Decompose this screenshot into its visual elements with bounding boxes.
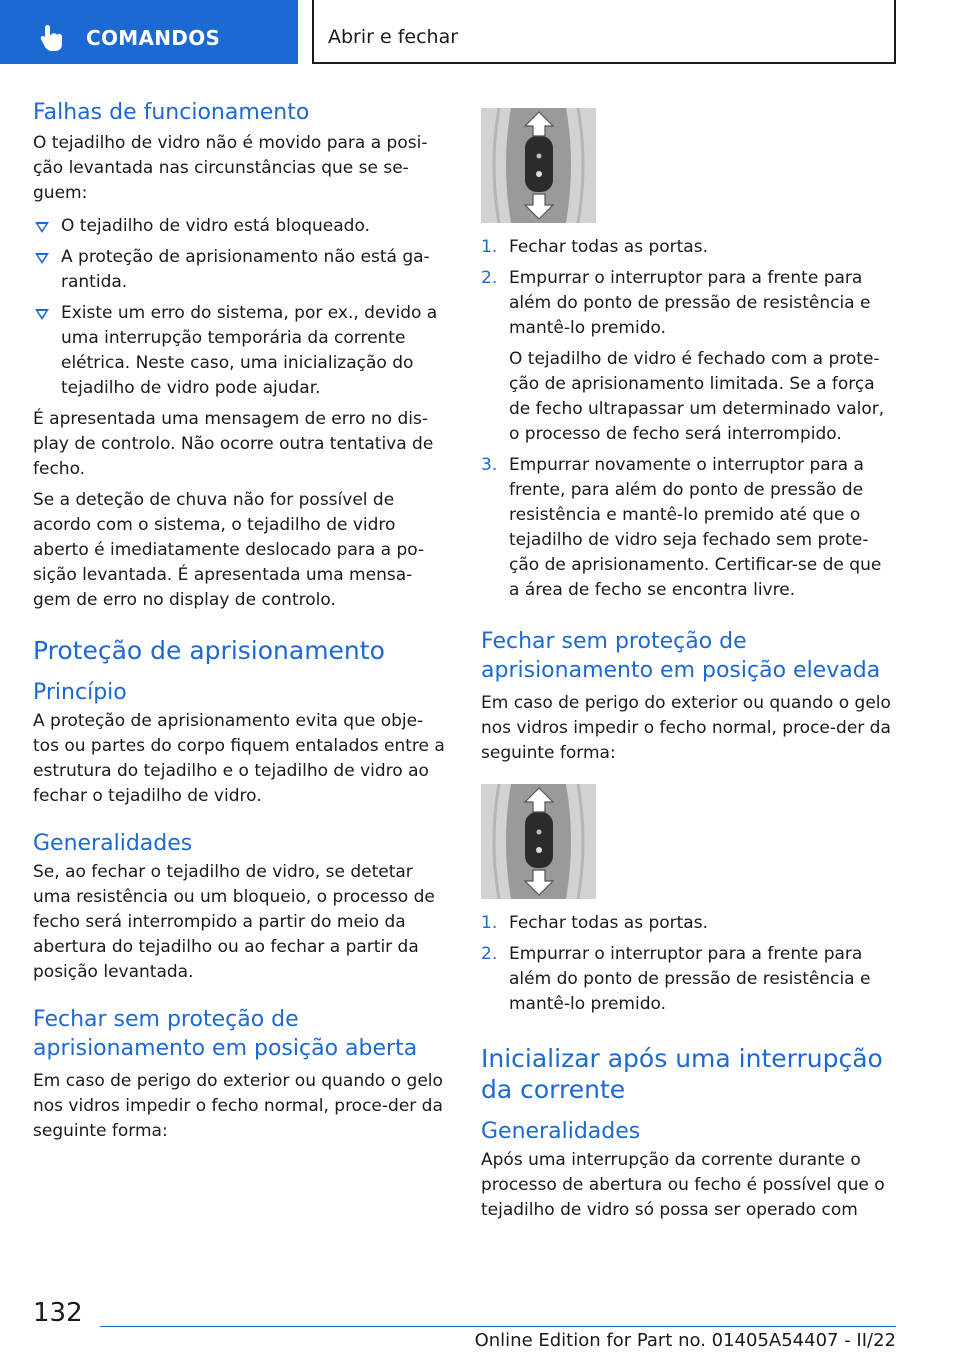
heading-principio: Princípio <box>33 680 127 705</box>
steps-list-1b <box>481 453 897 603</box>
right-column <box>481 108 897 1223</box>
list-item <box>481 911 897 936</box>
hand-pointer-icon <box>40 24 66 52</box>
step-text: Empurrar o interruptor para a frente para além do ponto de pressão de resistência e mantê-lo premido. <box>509 268 871 338</box>
list-item <box>481 942 897 1017</box>
step-number: 1. <box>481 237 498 257</box>
list-item <box>33 214 448 239</box>
paragraph-inicializar: Após uma interrupção da corrente durante o processo de abertura ou fecho é possível que o tejadilho de vidro só possa ser operado com <box>481 1150 885 1220</box>
paragraph-principio: A proteção de aprisionamento evita que obje-tos ou partes do corpo fiquem entalados entre a estrutura do tejadilho e o tejadilho de vidro ao fechar o tejadilho de vidro. <box>33 711 445 806</box>
step-text: Empurrar novamente o interruptor para a frente, para além do ponto de pressão de resistência e mantê-lo premido até que o tejadilho de vidro seja fechado sem prote-ção de aprisionamento. Certificar-se de que a área de fecho se encontra livre. <box>509 455 882 600</box>
list-item <box>33 301 448 401</box>
steps-list-1 <box>481 235 897 341</box>
heading-fechar-elevada: Fechar sem proteção de aprisionamento em posição elevada <box>481 629 881 683</box>
chapter-tab[interactable] <box>0 0 298 64</box>
step-number: 2. <box>481 944 498 964</box>
list-item-text: Existe um erro do sistema, por ex., devido a uma interrupção temporária da corrente elétrica. Neste caso, uma inicialização do tejadilho de vidro pode ajudar. <box>61 303 438 398</box>
heading-inicializar: Inicializar após uma interrupção da corrente <box>481 1044 883 1104</box>
triangle-bullet-icon <box>35 222 49 233</box>
step-number: 3. <box>481 455 498 475</box>
left-column <box>33 98 448 1144</box>
step-number: 1. <box>481 913 498 933</box>
section-header <box>312 0 896 64</box>
list-item <box>481 266 897 341</box>
list-item <box>481 235 897 260</box>
footer-divider <box>100 1326 896 1327</box>
paragraph-fechar-aberta: Em caso de perigo do exterior ou quando o gelo nos vidros impedir o fecho normal, proce-der da seguinte forma: <box>33 1071 443 1141</box>
heading-falhas: Falhas de funcionamento <box>33 100 310 125</box>
triangle-bullet-icon <box>35 253 49 264</box>
list-item-text: O tejadilho de vidro está bloqueado. <box>61 216 370 236</box>
step-text: Fechar todas as portas. <box>509 237 708 257</box>
list-item <box>481 453 897 603</box>
paragraph-generalidades: Se, ao fechar o tejadilho de vidro, se detetar uma resistência ou um bloqueio, o processo de fecho será interrompido a partir do meio da abertura do tejadilho ou ao fechar a partir da posição levantada. <box>33 862 435 982</box>
heading-fechar-aberta: Fechar sem proteção de aprisionamento em posição aberta <box>33 1007 418 1061</box>
footer-edition: Online Edition for Part no. 01405A54407 - II/22 <box>474 1330 896 1351</box>
list-item <box>33 245 448 295</box>
paragraph-fechar-elevada: Em caso de perigo do exterior ou quando o gelo nos vidros impedir o fecho normal, proce-der da seguinte forma: <box>481 693 891 763</box>
section-label: Abrir e fechar <box>328 26 459 48</box>
steps-list-2 <box>481 911 897 1017</box>
step-text: Fechar todas as portas. <box>509 913 708 933</box>
page-number: 132 <box>33 1298 83 1328</box>
paragraph-falhas-2: É apresentada uma mensagem de erro no dis-play de controlo. Não ocorre outra tentativa de fecho. <box>33 409 434 479</box>
roof-switch-figure-2 <box>481 784 596 899</box>
paragraph-falhas-intro: O tejadilho de vidro não é movido para a posi-ção levantada nas circunstâncias que se se-guem: <box>33 133 428 203</box>
step-number: 2. <box>481 268 498 288</box>
heading-generalidades-2: Generalidades <box>481 1119 641 1144</box>
heading-protecao: Proteção de aprisionamento <box>33 636 385 665</box>
roof-switch-figure-1 <box>481 108 596 223</box>
list-item-text: A proteção de aprisionamento não está ga-rantida. <box>61 247 430 292</box>
bullet-list-falhas <box>33 214 448 401</box>
heading-generalidades: Generalidades <box>33 831 193 856</box>
triangle-bullet-icon <box>35 309 49 320</box>
step-2-note: O tejadilho de vidro é fechado com a prote-ção de aprisionamento limitada. Se a força de fecho ultrapassar um determinado valor, o processo de fecho será interrompido. <box>509 349 885 444</box>
step-text: Empurrar o interruptor para a frente para além do ponto de pressão de resistência e mantê-lo premido. <box>509 944 871 1014</box>
chapter-label: COMANDOS <box>86 26 221 50</box>
paragraph-falhas-3: Se a deteção de chuva não for possível de acordo com o sistema, o tejadilho de vidro aberto é imediatamente deslocado para a po-sição levantada. É apresentada uma mensa-gem de erro no display de controlo. <box>33 490 425 610</box>
